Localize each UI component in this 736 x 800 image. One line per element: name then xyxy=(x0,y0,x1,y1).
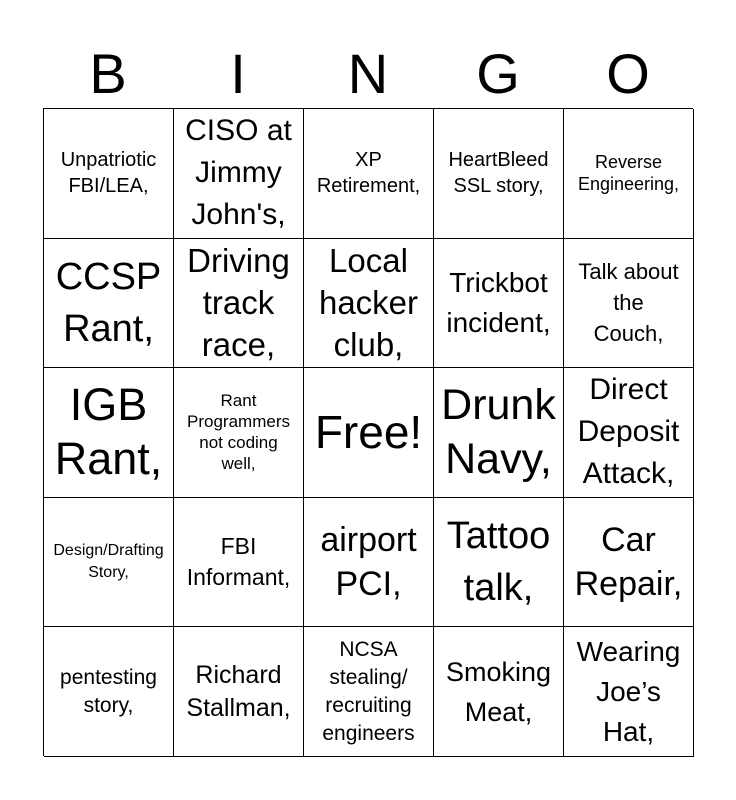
cell-text: pentesting story, xyxy=(60,665,157,717)
cell-text: Reverse Engineering, xyxy=(577,152,680,195)
bingo-cell[interactable] xyxy=(174,498,304,628)
bingo-cell[interactable] xyxy=(44,368,174,498)
bingo-cell[interactable] xyxy=(44,627,174,757)
cell-text: Trickbot incident, xyxy=(446,266,551,338)
cell-text: Driving track race, xyxy=(187,241,290,363)
bingo-cell[interactable] xyxy=(434,627,564,757)
bingo-header xyxy=(43,40,693,108)
bingo-cell[interactable] xyxy=(174,627,304,757)
cell-text: NCSA stealing/ recruiting engineers xyxy=(322,637,415,745)
bingo-cell[interactable] xyxy=(304,239,434,369)
cell-text: Talk about the Couch, xyxy=(578,259,679,347)
cell-text: Direct Deposit Attack, xyxy=(577,373,680,491)
bingo-cell[interactable] xyxy=(434,109,564,239)
header-letter-o: O xyxy=(606,42,650,105)
bingo-cell[interactable] xyxy=(174,239,304,369)
cell-text: CISO at Jimmy John's, xyxy=(185,114,292,232)
bingo-cell[interactable] xyxy=(174,109,304,239)
free-space-text: Free! xyxy=(314,406,423,459)
bingo-cell[interactable] xyxy=(304,627,434,757)
bingo-cell[interactable] xyxy=(304,368,434,498)
bingo-cell[interactable] xyxy=(434,498,564,628)
cell-text: Smoking Meat, xyxy=(445,656,552,727)
bingo-cell[interactable] xyxy=(434,368,564,498)
cell-text: IGB Rant, xyxy=(54,379,163,485)
cell-text: Car Repair, xyxy=(574,521,683,604)
bingo-cell[interactable] xyxy=(564,109,694,239)
header-letter-g: G xyxy=(476,42,520,105)
cell-text: airport PCI, xyxy=(320,521,417,604)
cell-text: Unpatriotic FBI/LEA, xyxy=(60,149,157,198)
bingo-cell[interactable] xyxy=(564,368,694,498)
header-letter-n: N xyxy=(347,42,389,105)
cell-text: Local hacker club, xyxy=(318,241,419,363)
header-letter-b: B xyxy=(89,42,127,105)
bingo-cell[interactable] xyxy=(44,109,174,239)
bingo-cell[interactable] xyxy=(564,498,694,628)
cell-text: Wearing Joe’s Hat, xyxy=(576,635,681,747)
cell-text: Rant Programmers not coding well, xyxy=(187,391,290,474)
cell-text: CCSP Rant, xyxy=(55,255,162,350)
bingo-cell[interactable] xyxy=(434,239,564,369)
bingo-cell[interactable] xyxy=(44,239,174,369)
bingo-cell[interactable] xyxy=(174,368,304,498)
cell-text: Tattoo talk, xyxy=(446,515,551,610)
header-letter-i: I xyxy=(230,42,246,105)
cell-text: HeartBleed SSL story, xyxy=(448,149,549,198)
cell-text: FBI Informant, xyxy=(186,533,291,591)
bingo-cell[interactable] xyxy=(564,239,694,369)
bingo-cell[interactable] xyxy=(304,498,434,628)
cell-text: Richard Stallman, xyxy=(186,660,291,722)
bingo-card-grid xyxy=(43,108,693,756)
cell-text: Drunk Navy, xyxy=(441,381,556,484)
bingo-cell[interactable] xyxy=(44,498,174,628)
cell-text: XP Retirement, xyxy=(316,149,421,198)
cell-text: Design/Drafting Story, xyxy=(53,542,164,582)
bingo-cell[interactable] xyxy=(564,627,694,757)
bingo-cell[interactable] xyxy=(304,109,434,239)
